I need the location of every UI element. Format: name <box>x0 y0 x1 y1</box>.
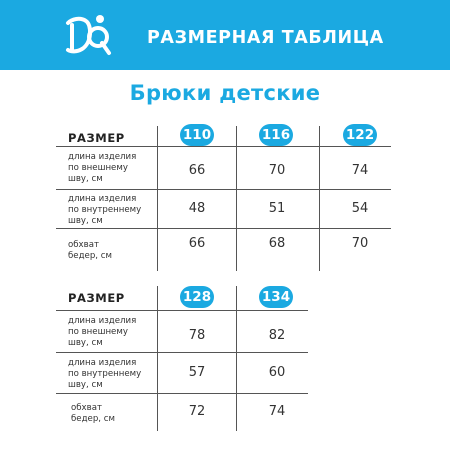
table-cell: 82 <box>268 328 286 343</box>
table-cell: 70 <box>268 163 286 178</box>
banner-title: РАЗМЕРНАЯ ТАБЛИЦА <box>147 28 384 48</box>
size-badge-134: 134 <box>259 286 293 308</box>
row-divider <box>56 189 391 190</box>
table-cell: 68 <box>268 236 286 251</box>
size-badge-128: 128 <box>180 286 214 308</box>
column-divider <box>236 126 237 271</box>
row-divider <box>56 228 391 229</box>
table-cell: 54 <box>351 201 369 216</box>
table-cell: 72 <box>188 404 206 419</box>
row-label: длина изделия по внешнему шву, см <box>68 152 137 184</box>
size-header-label: РАЗМЕР <box>68 291 125 305</box>
row-divider <box>56 310 308 311</box>
table-cell: 78 <box>188 328 206 343</box>
row-label: длина изделия по внутреннему шву, см <box>68 194 142 226</box>
table-cell: 48 <box>188 201 206 216</box>
row-label: длина изделия по внутреннему шву, см <box>68 358 142 390</box>
row-label: обхват бедер, см <box>68 240 112 261</box>
dq-logo-icon <box>62 13 114 57</box>
size-badge-116: 116 <box>259 124 293 146</box>
row-divider <box>56 146 391 147</box>
row-divider <box>56 352 308 353</box>
page-title: Брюки детские <box>129 81 321 105</box>
column-divider <box>319 126 320 271</box>
column-divider <box>236 286 237 431</box>
table-cell: 70 <box>351 236 369 251</box>
table-cell: 51 <box>268 201 286 216</box>
table-cell: 74 <box>268 404 286 419</box>
row-label: длина изделия по внешнему шву, см <box>68 316 137 348</box>
table-cell: 60 <box>268 365 286 380</box>
size-header-label: РАЗМЕР <box>68 131 125 145</box>
table-cell: 74 <box>351 163 369 178</box>
row-label: обхват бедер, см <box>71 403 115 424</box>
table-cell: 66 <box>188 236 206 251</box>
header-banner <box>0 0 450 70</box>
size-badge-122: 122 <box>343 124 377 146</box>
size-badge-110: 110 <box>180 124 214 146</box>
table-cell: 57 <box>188 365 206 380</box>
table-cell: 66 <box>188 163 206 178</box>
row-divider <box>56 393 308 394</box>
